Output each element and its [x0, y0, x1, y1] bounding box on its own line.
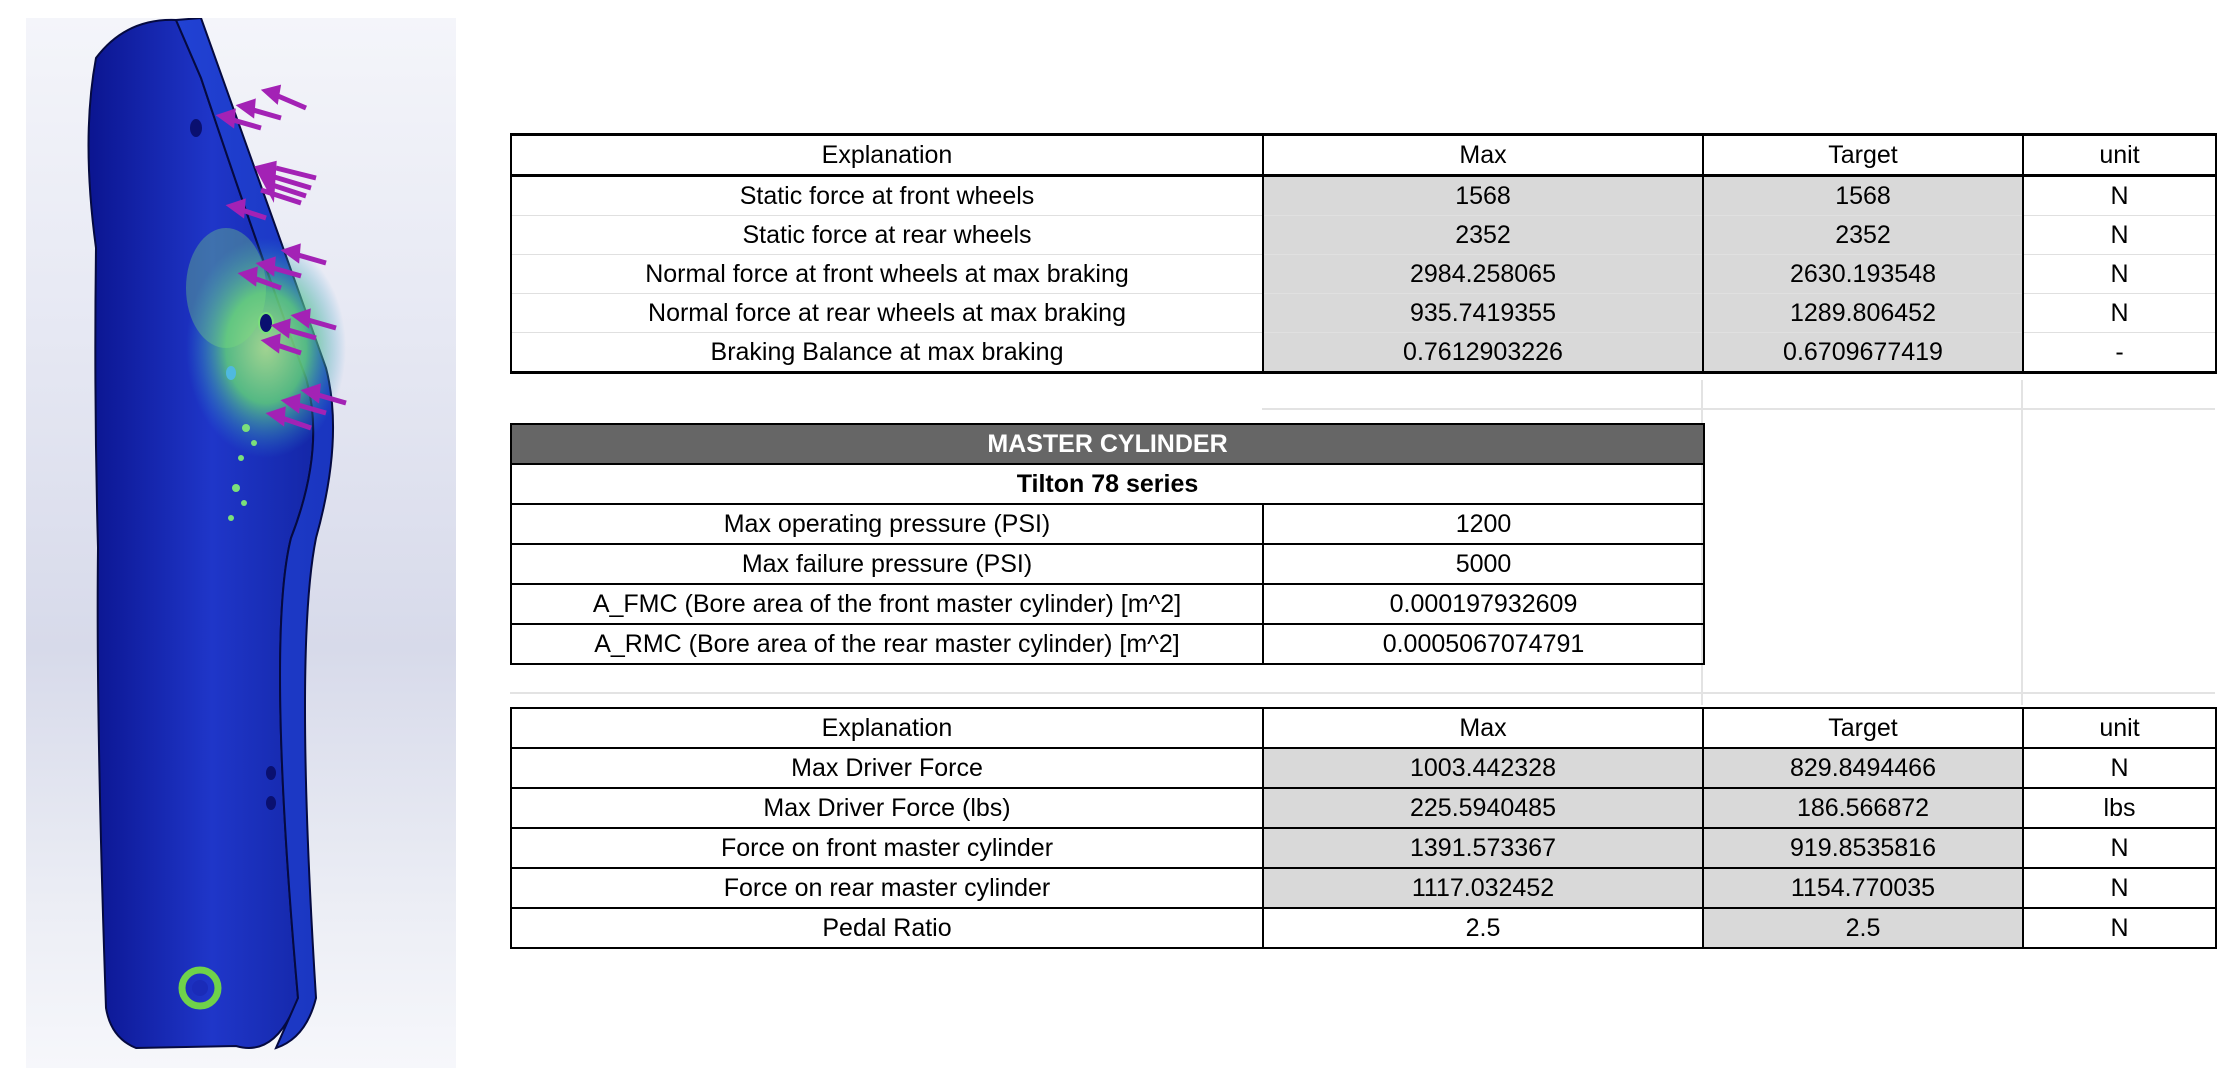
cell-max[interactable]: 1117.032452: [1263, 868, 1703, 908]
table-row: [511, 868, 2216, 908]
table-header-row: [511, 135, 2216, 176]
table-row: [511, 176, 2216, 216]
cell-max[interactable]: 2.5: [1263, 908, 1703, 948]
cell-explanation[interactable]: Braking Balance at max braking: [511, 333, 1263, 373]
master-cylinder-table: [510, 423, 1705, 665]
cell-target[interactable]: 186.566872: [1703, 788, 2023, 828]
cell-target[interactable]: 2352: [1703, 216, 2023, 255]
cell-unit[interactable]: N: [2023, 748, 2216, 788]
cell-target[interactable]: 829.8494466: [1703, 748, 2023, 788]
cell-explanation[interactable]: Max failure pressure (PSI): [511, 544, 1263, 584]
cell-value[interactable]: 1200: [1263, 504, 1704, 544]
cell-value[interactable]: 5000: [1263, 544, 1704, 584]
cell-max[interactable]: 1003.442328: [1263, 748, 1703, 788]
header-explanation: Explanation: [511, 708, 1263, 748]
cell-explanation[interactable]: A_RMC (Bore area of the rear master cylinder) [m^2]: [511, 624, 1263, 664]
cell-unit[interactable]: N: [2023, 868, 2216, 908]
cell-unit[interactable]: N: [2023, 908, 2216, 948]
cell-target[interactable]: 1154.770035: [1703, 868, 2023, 908]
cell-explanation[interactable]: Force on rear master cylinder: [511, 868, 1263, 908]
section-title: MASTER CYLINDER: [511, 424, 1704, 464]
cell-max[interactable]: 0.7612903226: [1263, 333, 1703, 373]
table-row: [511, 908, 2216, 948]
cell-target[interactable]: 2.5: [1703, 908, 2023, 948]
cell-explanation[interactable]: Static force at front wheels: [511, 176, 1263, 216]
cell-max[interactable]: 935.7419355: [1263, 294, 1703, 333]
header-target: Target: [1703, 135, 2023, 176]
header-max: Max: [1263, 135, 1703, 176]
cell-target[interactable]: 919.8535816: [1703, 828, 2023, 868]
cell-unit[interactable]: lbs: [2023, 788, 2216, 828]
table-row: [511, 294, 2216, 333]
table-row: [511, 788, 2216, 828]
cell-value[interactable]: 0.0005067074791: [1263, 624, 1704, 664]
header-target: Target: [1703, 708, 2023, 748]
table-row: [511, 584, 1704, 624]
section-subtitle: Tilton 78 series: [511, 464, 1704, 504]
header-unit: unit: [2023, 708, 2216, 748]
grid-line: [2021, 380, 2023, 705]
cell-explanation[interactable]: Force on front master cylinder: [511, 828, 1263, 868]
cell-unit[interactable]: N: [2023, 176, 2216, 216]
cell-target[interactable]: 1289.806452: [1703, 294, 2023, 333]
cell-explanation[interactable]: Normal force at rear wheels at max braking: [511, 294, 1263, 333]
header-max: Max: [1263, 708, 1703, 748]
forces-table: [510, 133, 2217, 374]
header-unit: unit: [2023, 135, 2216, 176]
table-row: [511, 544, 1704, 584]
section-subtitle-row: [511, 464, 1704, 504]
cell-max[interactable]: 2984.258065: [1263, 255, 1703, 294]
cell-max[interactable]: 1391.573367: [1263, 828, 1703, 868]
cell-unit[interactable]: N: [2023, 294, 2216, 333]
cell-max[interactable]: 225.5940485: [1263, 788, 1703, 828]
cell-explanation[interactable]: Max operating pressure (PSI): [511, 504, 1263, 544]
cell-explanation[interactable]: A_FMC (Bore area of the front master cylinder) [m^2]: [511, 584, 1263, 624]
table-row: [511, 828, 2216, 868]
cell-target[interactable]: 0.6709677419: [1703, 333, 2023, 373]
cell-unit[interactable]: N: [2023, 216, 2216, 255]
table-row: [511, 748, 2216, 788]
cell-unit[interactable]: N: [2023, 828, 2216, 868]
cell-target[interactable]: 2630.193548: [1703, 255, 2023, 294]
cell-max[interactable]: 1568: [1263, 176, 1703, 216]
cell-explanation[interactable]: Max Driver Force (lbs): [511, 788, 1263, 828]
cell-unit[interactable]: -: [2023, 333, 2216, 373]
table-row: [511, 504, 1704, 544]
grid-line: [510, 692, 2215, 694]
cell-explanation[interactable]: Pedal Ratio: [511, 908, 1263, 948]
cell-explanation[interactable]: Max Driver Force: [511, 748, 1263, 788]
driver-force-table: [510, 707, 2217, 949]
cell-explanation[interactable]: Static force at rear wheels: [511, 216, 1263, 255]
table-row: [511, 333, 2216, 373]
table-header-row: [511, 708, 2216, 748]
cell-unit[interactable]: N: [2023, 255, 2216, 294]
header-explanation: Explanation: [511, 135, 1263, 176]
cell-max[interactable]: 2352: [1263, 216, 1703, 255]
grid-line: [1262, 408, 2215, 410]
table-row: [511, 216, 2216, 255]
table-row: [511, 255, 2216, 294]
section-title-row: [511, 424, 1704, 464]
cell-target[interactable]: 1568: [1703, 176, 2023, 216]
cell-value[interactable]: 0.000197932609: [1263, 584, 1704, 624]
cell-explanation[interactable]: Normal force at front wheels at max braking: [511, 255, 1263, 294]
table-row: [511, 624, 1704, 664]
